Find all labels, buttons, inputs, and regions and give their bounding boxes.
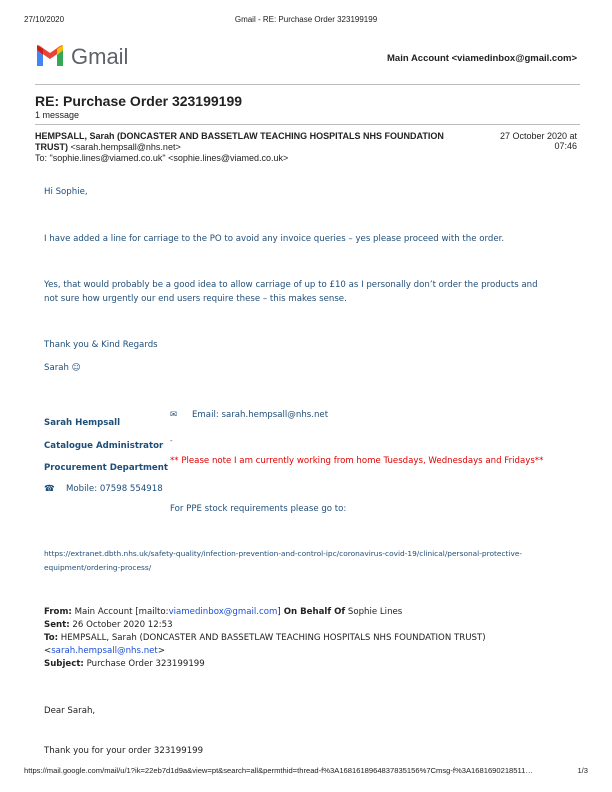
footer-page: 1/3 — [577, 766, 588, 775]
message-count: 1 message — [35, 110, 80, 120]
print-date: 27/10/2020 — [24, 15, 65, 24]
mobile-label: Mobile: — [66, 484, 100, 494]
account-label: Main Account <viamedinbox@gmail.com> — [387, 53, 577, 64]
footer-url: https://mail.google.com/mail/u/1?ik=22eb7d1d9a&view=pt&search=all&permthid=thread-f%3A1681618964837835156%7Cmsg-f%3A1681690218511… — [24, 766, 533, 775]
ppe-link[interactable] — [44, 547, 574, 575]
phone-icon: ☎ — [44, 484, 55, 494]
signature-title: Catalogue Administrator — [44, 441, 164, 451]
forwarded-to-label: To: — [44, 633, 59, 643]
print-title: Gmail - RE: Purchase Order 323199199 — [234, 15, 378, 24]
message-date-day: 27 October 2020 at — [499, 131, 577, 141]
forwarded-behalf-value: Sophie Lines — [345, 607, 403, 617]
body-para2-line2: not sure how urgently our end users require these – this makes sense. — [44, 294, 347, 304]
forwarded-from-close: ] — [277, 607, 281, 617]
forwarded-sent-value: 26 October 2020 12:53 — [69, 620, 173, 630]
thread-subject: RE: Purchase Order 323199199 — [35, 93, 243, 109]
forwarded-to — [44, 632, 584, 645]
forwarded-from — [44, 606, 584, 619]
forwarded-to-email[interactable]: sarah.hempsall@nhs.net — [51, 646, 158, 656]
forwarded-greeting: Dear Sarah, — [44, 706, 96, 716]
ppe-link-line1[interactable]: https://extranet.dbth.nhs.uk/safety-quality/infection-prevention-and-control-ipc/coronavirus-covid-19/clinical/personal-protective- — [44, 549, 523, 558]
forwarded-behalf-label: On Behalf Of — [280, 607, 346, 617]
forwarded-thanks: Thank you for your order 323199199 — [44, 746, 204, 756]
body-closing: Thank you & Kind Regards — [44, 340, 158, 350]
body-para2-line1: Yes, that would probably be a good idea to allow carriage of up to £10 as I personally don’t order the products and — [44, 280, 538, 290]
body-greeting: Hi Sophie, — [44, 187, 88, 197]
forwarded-sent — [44, 619, 584, 632]
message-date-time: 07:46 — [554, 141, 577, 151]
sender-email[interactable]: <sarah.hempsall@nhs.net> — [68, 142, 181, 152]
forwarded-from-label: From: — [44, 607, 72, 617]
divider — [35, 124, 580, 125]
signature-dash: - — [170, 437, 173, 445]
forwarded-to-email-open: < — [44, 646, 52, 656]
email-link[interactable]: sarah.hempsall@nhs.net — [221, 410, 329, 420]
body-para1: I have added a line for carriage to the PO to avoid any invoice queries – yes please proceed with the order. — [44, 234, 505, 244]
sender-name-cont: TRUST) — [35, 142, 68, 152]
message-date — [500, 131, 577, 151]
signature-name: Sarah Hempsall — [44, 418, 121, 428]
divider — [35, 84, 580, 85]
signature-notice: ** Please note I am currently working from home Tuesdays, Wednesdays and Fridays** — [170, 456, 544, 466]
gmail-logo-icon[interactable] — [35, 44, 65, 68]
forwarded-from-value: Main Account [mailto: — [71, 607, 169, 617]
forwarded-subject-label: Subject: — [44, 659, 84, 669]
ppe-text: For PPE stock requirements please go to: — [170, 504, 347, 514]
signature-department: Procurement Department — [44, 463, 168, 473]
ppe-link-line2[interactable]: equipment/ordering-process/ — [44, 563, 152, 572]
forwarded-header — [44, 606, 584, 671]
signature-email — [170, 410, 328, 420]
forwarded-sent-label: Sent: — [44, 620, 70, 630]
forwarded-from-email[interactable]: viamedinbox@gmail.com — [168, 607, 278, 617]
body-sign: Sarah ☺ — [44, 363, 81, 373]
signature-mobile — [44, 484, 174, 494]
gmail-logo-text: Gmail — [71, 44, 129, 69]
sender-line2 — [35, 142, 181, 152]
email-label: Email: — [192, 410, 222, 420]
envelope-icon: ✉ — [170, 410, 178, 420]
forwarded-subject-value: Purchase Order 323199199 — [83, 659, 205, 669]
forwarded-to-email-line — [44, 645, 584, 658]
forwarded-subject — [44, 658, 584, 671]
mobile-number: 07598 554918 — [99, 484, 163, 494]
recipient-line: To: "sophie.lines@viamed.co.uk" <sophie.lines@viamed.co.uk> — [35, 153, 289, 163]
forwarded-to-email-close: > — [157, 646, 166, 656]
sender-name: HEMPSALL, Sarah (DONCASTER AND BASSETLAW TEACHING HOSPITALS NHS FOUNDATION — [35, 131, 444, 141]
forwarded-to-value: HEMPSALL, Sarah (DONCASTER AND BASSETLAW TEACHING HOSPITALS NHS FOUNDATION TRUST) — [58, 633, 486, 643]
